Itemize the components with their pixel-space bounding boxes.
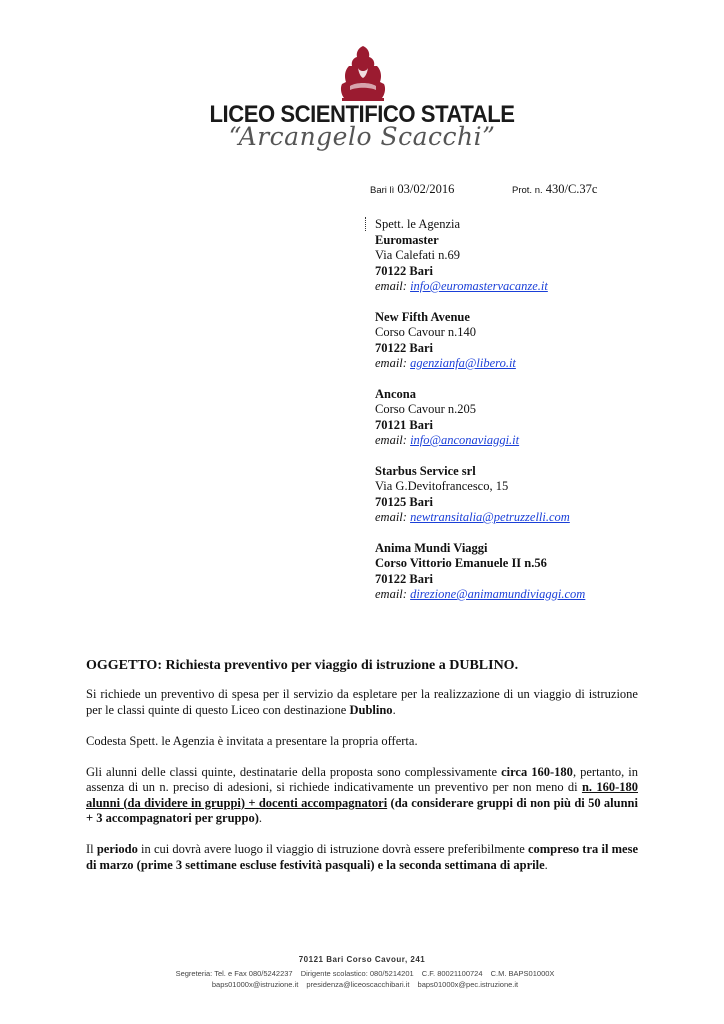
footer-segreteria: Segreteria: Tel. e Fax 080/5242237 [175, 969, 293, 978]
subject-line: OGGETTO: Richiesta preventivo per viaggio di istruzione a DUBLINO. [86, 658, 519, 673]
protocol-line [512, 182, 597, 198]
footer-dirigente: Dirigente scolastico: 080/5214201 [300, 969, 414, 978]
text-run-bold: Dublino [349, 702, 393, 717]
recipient-email-link[interactable]: info@euromastervacanze.it [410, 279, 548, 293]
email-label: email: [375, 433, 407, 447]
text-run: , pertanto, in assenza di un n. preciso di adesioni, si richiede indicativamente un preventivo per non meno di [86, 764, 638, 794]
recipient-city: 70122 Bari [375, 340, 433, 355]
letter-body [86, 687, 638, 889]
date-value: 03/02/2016 [397, 182, 455, 196]
text-run: . [392, 702, 396, 717]
text-run: in cui dovrà avere luogo il viaggio di istruzione dovrà essere preferibilmente [137, 842, 528, 856]
footer-email[interactable]: presidenza@liceoscacchibari.it [306, 980, 410, 989]
recipient-street: Corso Vittorio Emanuele II n.56 [375, 556, 547, 570]
paragraph-period [86, 842, 638, 873]
recipient-name: Ancona [375, 386, 416, 401]
email-label: email: [375, 279, 407, 293]
protocol-label: Prot. n. [512, 185, 543, 196]
recipient-name: Starbus Service srl [375, 463, 476, 478]
email-label: email: [375, 356, 407, 370]
text-run: . [544, 857, 548, 872]
recipient-email-link[interactable]: direzione@animamundiviaggi.com [410, 587, 586, 601]
footer-email[interactable]: baps01000x@istruzione.it [211, 980, 299, 989]
text-run: Si richiede un preventivo di spesa per il servizio da espletare per la realizzazione di un viaggio di istruzione per le classi quinte di questo Liceo con destinazione [86, 687, 638, 717]
salutation: Spett. le Agenzia [375, 217, 461, 231]
email-label: email: [375, 587, 407, 601]
recipient-city: 70122 Bari [375, 263, 433, 278]
recipient-starbus [375, 464, 705, 526]
footer-address: 70121 Bari Corso Cavour, 241 [298, 955, 426, 964]
recipient-new-fifth-avenue [375, 310, 705, 372]
recipient-name: Anima Mundi Viaggi [375, 540, 488, 555]
paragraph-invitation: Codesta Spett. le Agenzia è invitata a presentare la propria offerta. [86, 733, 418, 748]
recipient-name: New Fifth Avenue [375, 309, 470, 324]
footer-contacts [150, 969, 580, 978]
recipient-email-link[interactable]: info@anconaviaggi.it [410, 433, 520, 447]
footer-cm: C.M. BAPS01000X [490, 969, 555, 978]
recipient-street: Corso Cavour n.205 [375, 402, 477, 416]
recipient-city: 70121 Bari [375, 417, 433, 432]
text-run: . [258, 811, 262, 825]
recipient-ancona [375, 387, 705, 449]
text-run-bold: periodo [96, 842, 138, 856]
paragraph-request [86, 687, 638, 718]
recipient-city: 70122 Bari [375, 571, 433, 586]
recipient-city: 70125 Bari [375, 494, 433, 509]
recipient-email-link[interactable]: newtransitalia@petruzzelli.com [410, 510, 570, 524]
footer-emails [150, 980, 580, 989]
recipient-street: Via G.Devitofrancesco, 15 [375, 479, 509, 493]
recipient-anima-mundi [375, 541, 705, 603]
text-run-bold: (da considerare gruppi di non più di 50 alunni + 3 accompagnatori per gruppo) [86, 795, 638, 825]
recipient-name: Euromaster [375, 232, 439, 247]
recipient-street: Via Calefati n.69 [375, 248, 460, 262]
school-name: LICEO SCIENTIFICO STATALE [209, 101, 515, 128]
school-subtitle: “Arcangelo Scacchi” [228, 122, 496, 151]
text-run-bold: compreso tra il mese di marzo (prime 3 settimane escluse festività pasquali) e la seconda settimana di aprile [86, 842, 638, 872]
date-label: Bari lì [370, 185, 395, 196]
text-run-bold-underline: n. 160-180 alunni (da dividere in gruppi) + docenti accompagnatori [86, 780, 638, 810]
school-emblem-icon [336, 44, 390, 102]
paragraph-students [86, 765, 638, 827]
footer-email[interactable]: baps01000x@pec.istruzione.it [417, 980, 519, 989]
text-run: Gli alunni delle classi quinte, destinatarie della proposta sono complessivamente [86, 764, 502, 779]
protocol-value: 430/C.37c [545, 182, 598, 196]
footer-cf: C.F. 80021100724 [421, 969, 483, 978]
recipient-euromaster [375, 217, 705, 295]
recipient-street: Corso Cavour n.140 [375, 325, 477, 339]
email-label: email: [375, 510, 407, 524]
text-run: Il [86, 842, 97, 856]
recipient-email-link[interactable]: agenzianfa@libero.it [410, 356, 516, 370]
text-run-bold: circa 160-180 [501, 764, 573, 779]
margin-mark [365, 217, 366, 231]
recipients-block [375, 217, 705, 618]
date-line [370, 182, 454, 198]
